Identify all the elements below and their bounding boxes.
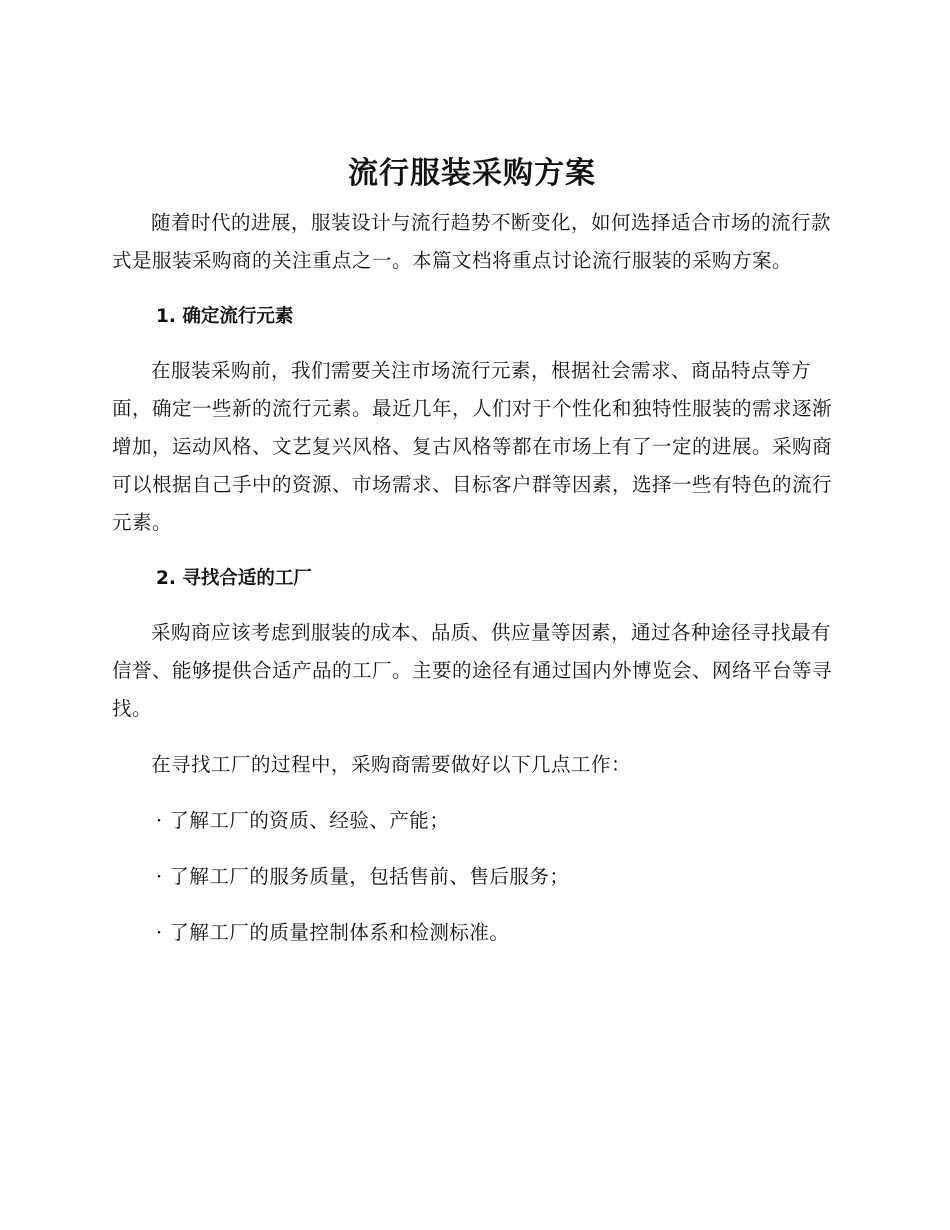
section-2-paragraph-1: 采购商应该考虑到服装的成本、品质、供应量等因素，通过各种途径寻找最有信誉、能够提供合适产品的工厂。主要的途径有通过国内外博览会、网络平台等寻找。 [112, 621, 833, 720]
bullet-item-3: · 了解工厂的质量控制体系和检测标准。 [156, 921, 510, 944]
bullet-item-2: · 了解工厂的服务质量，包括售前、售后服务； [156, 865, 570, 888]
section-2-heading: 2. 寻找合适的工厂 [156, 568, 312, 589]
document-title: 流行服装采购方案 [348, 156, 596, 191]
section-2-paragraph-2: 在寻找工厂的过程中，采购商需要做好以下几点工作： [151, 753, 632, 776]
bullet-item-1: · 了解工厂的资质、经验、产能； [156, 809, 450, 832]
document-page [112, 150, 832, 970]
section-1-heading: 1. 确定流行元素 [156, 306, 294, 327]
section-1-paragraph: 在服装采购前，我们需要关注市场流行元素，根据社会需求、商品特点等方面，确定一些新的流行元素。最近几年，人们对于个性化和独特性服装的需求逐渐增加，运动风格、文艺复兴风格、复古风格等都在市场上有了一定的进展。采购商可以根据自己手中的资源、市场需求、目标客户群等因素，选择一些有特色的流行元素。 [112, 359, 833, 534]
intro-paragraph: 随着时代的进展，服装设计与流行趋势不断变化，如何选择适合市场的流行款式是服装采购商的关注重点之一。本篇文档将重点讨论流行服装的采购方案。 [112, 211, 832, 272]
